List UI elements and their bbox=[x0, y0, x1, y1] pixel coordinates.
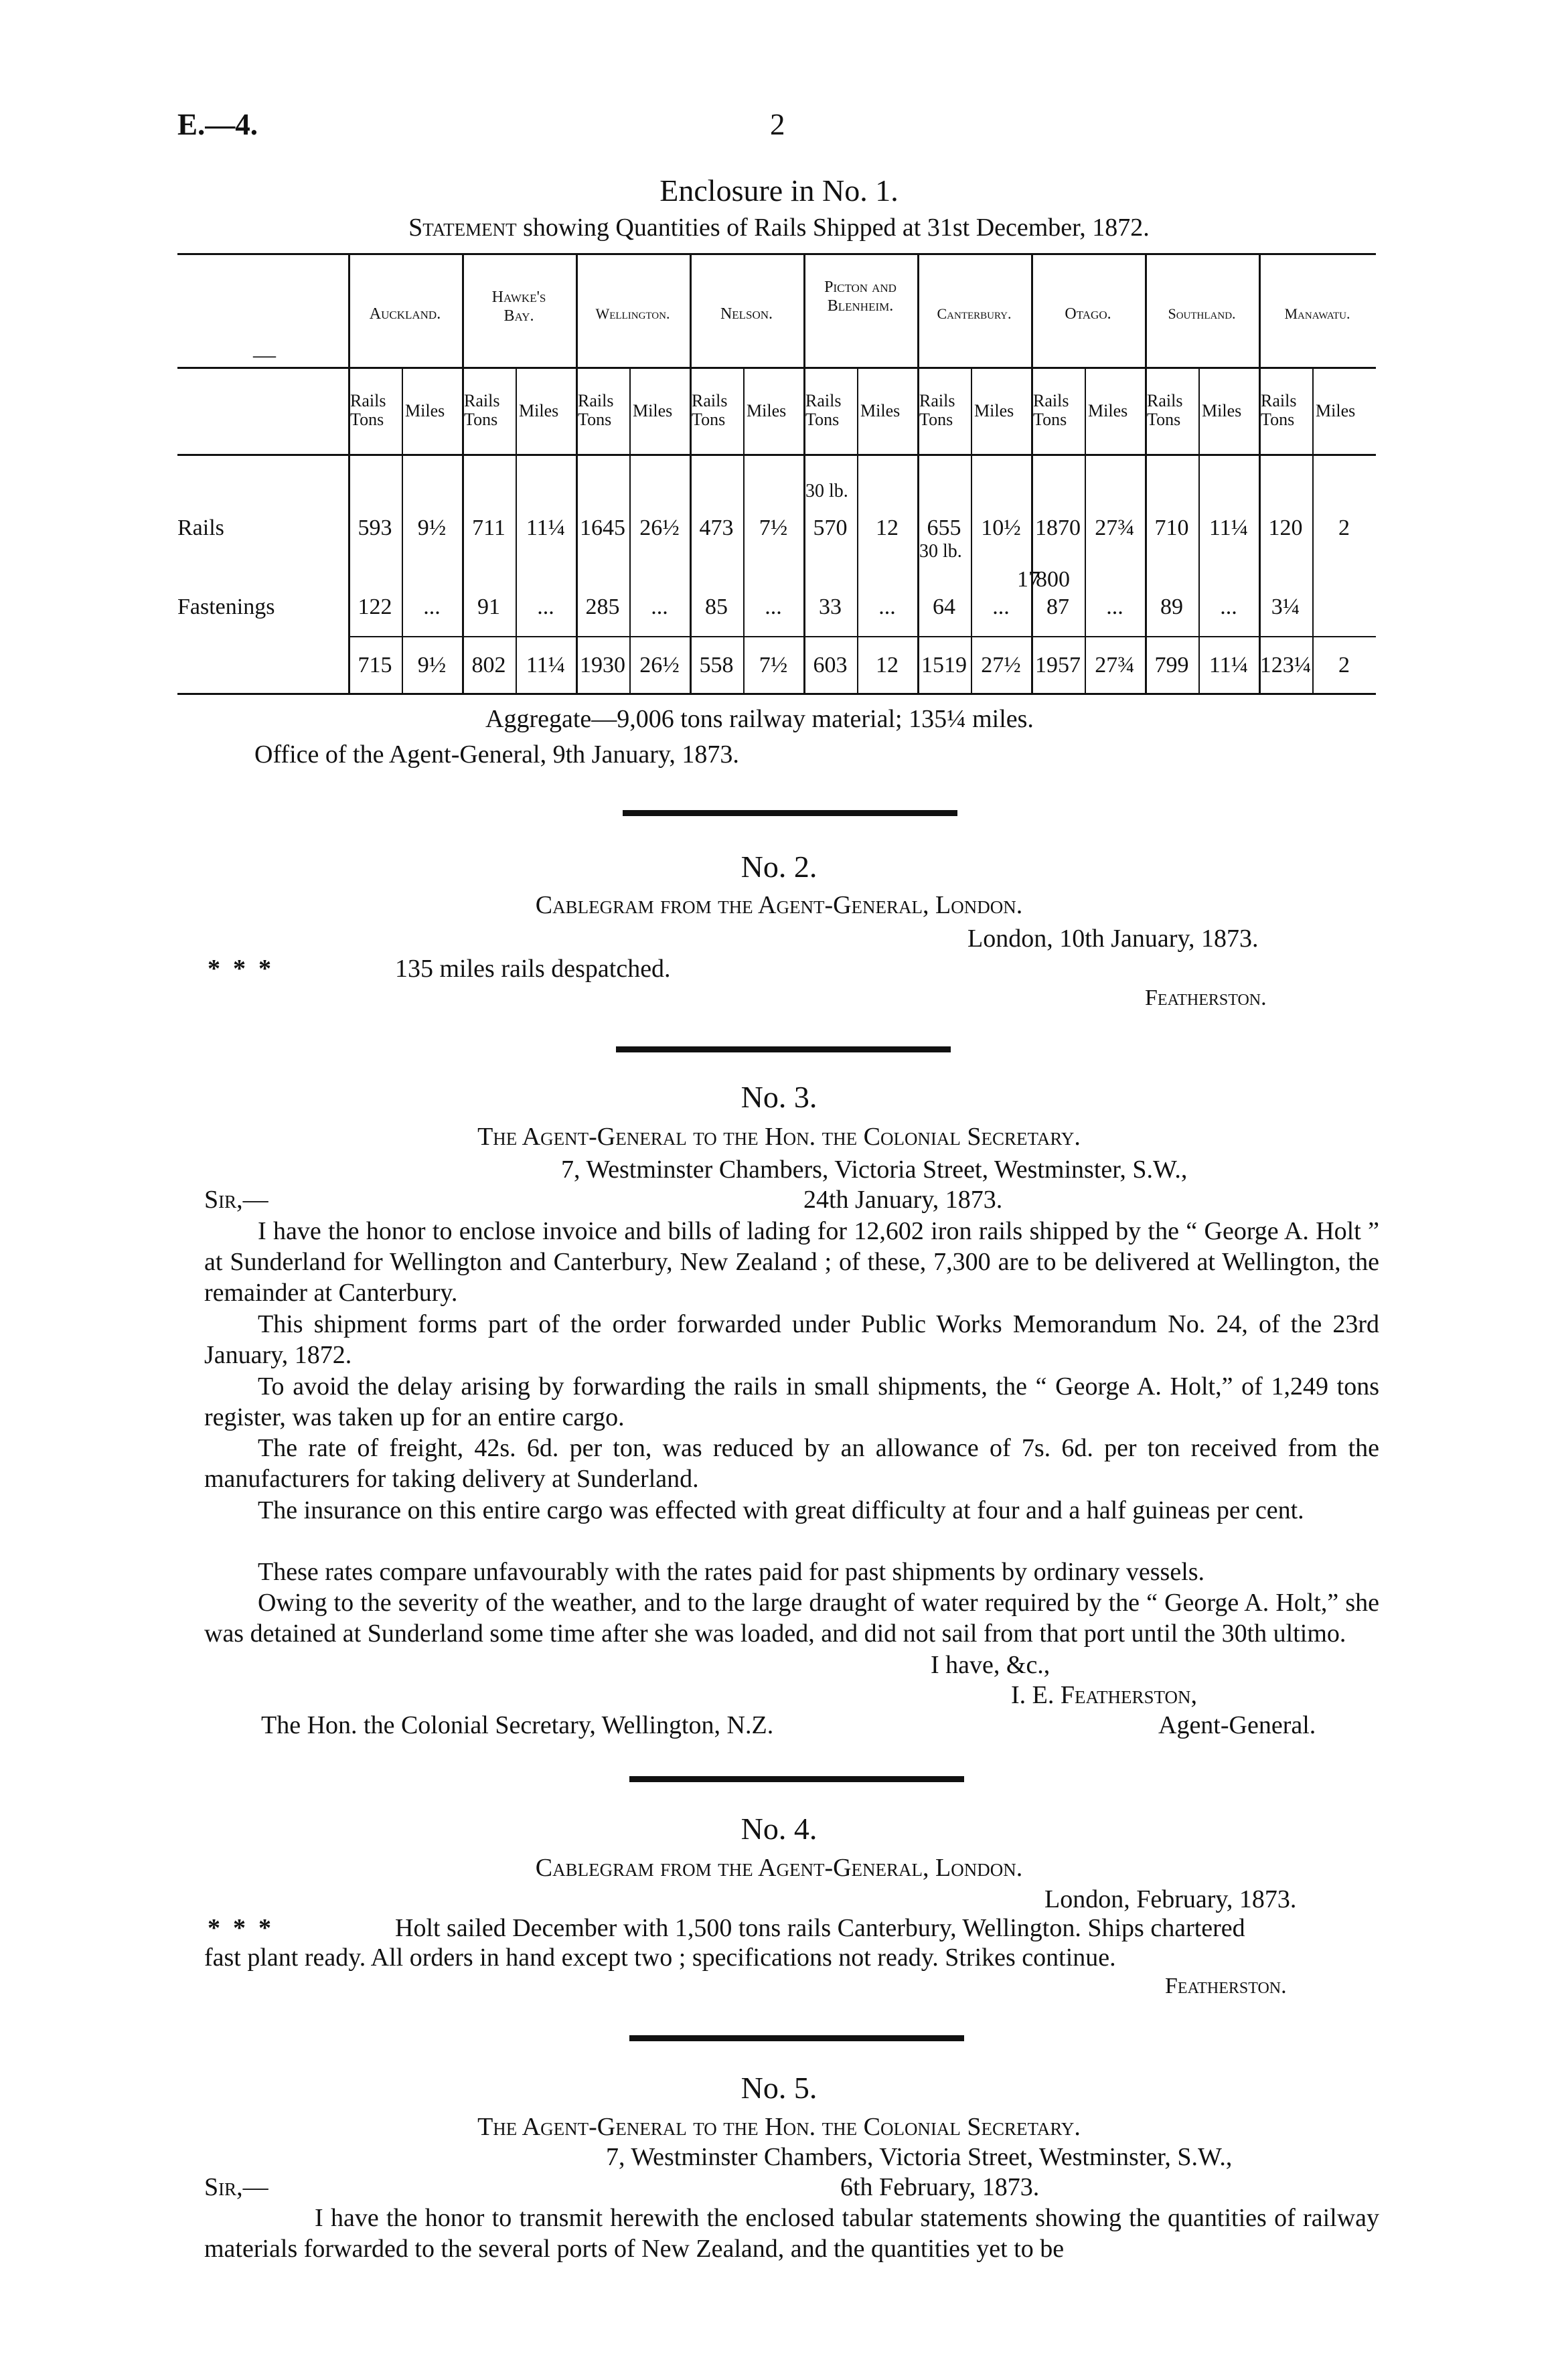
note-canterbury-800: 800 bbox=[1036, 567, 1070, 592]
cell: 1957 bbox=[1035, 653, 1081, 678]
no5-heading: No. 5. bbox=[741, 2071, 817, 2105]
subheader-tons: Rails Tons bbox=[1033, 391, 1069, 429]
cell: 715 bbox=[358, 653, 392, 678]
col-header-nelson: Nelson. bbox=[720, 305, 773, 323]
cell: 87 bbox=[1046, 594, 1069, 619]
subheader-tons: Rails Tons bbox=[1261, 391, 1297, 429]
cell: 3¼ bbox=[1271, 594, 1300, 619]
no3-paragraph: To avoid the delay arising by forwarding the rails in small shipments, the “ George A. Holt,” of 1,249 tons register, was taken up for an entire cargo. bbox=[204, 1372, 1379, 1431]
no5-date: 6th February, 1873. bbox=[840, 2173, 1040, 2201]
cell: 1930 bbox=[580, 653, 625, 678]
no3-paragraph: I have the honor to enclose invoice and bills of lading for 12,602 iron rails shipped by the “ George A. Holt ” at Sunderland for Wellington and Canterbury, New Zealand ; of these, 7,300 are to be delivered at Wellington, the remainder at Canterbury. bbox=[204, 1217, 1379, 1307]
no3-addressee: The Hon. the Colonial Secretary, Wellington, N.Z. bbox=[261, 1711, 774, 1739]
col-header-hawkes-bay: Hawke's Bay. bbox=[491, 289, 546, 325]
statement-lead: Statement bbox=[408, 214, 517, 242]
subheader-miles: Miles bbox=[1202, 401, 1242, 420]
cell: 802 bbox=[471, 653, 506, 678]
cell: 85 bbox=[705, 594, 728, 619]
cell: ... bbox=[537, 594, 554, 619]
cell: ... bbox=[651, 594, 668, 619]
cell: 9½ bbox=[417, 515, 447, 540]
cell: 558 bbox=[699, 653, 734, 678]
col-header-manawatu: Manawatu. bbox=[1284, 305, 1350, 322]
no2-heading: No. 2. bbox=[741, 850, 817, 884]
cell: 26½ bbox=[639, 653, 680, 678]
no4-signature: Featherston. bbox=[1165, 1974, 1287, 1998]
note-canterbury-30lb: 30 lb. bbox=[919, 541, 962, 562]
subheader-tons: Rails Tons bbox=[350, 391, 386, 429]
col-header-canterbury: Canterbury. bbox=[937, 305, 1012, 322]
no3-paragraph: These rates compare unfavourably with the rates paid for past shipments by ordinary vessels. bbox=[258, 1558, 1205, 1586]
col-header-picton: Picton and Blenheim. bbox=[824, 279, 897, 315]
cell: 11¼ bbox=[526, 515, 566, 540]
no3-signatory: I. E. Featherston, bbox=[1011, 1681, 1198, 1709]
separator-rule bbox=[629, 1776, 964, 1782]
subheader-miles: Miles bbox=[860, 401, 901, 420]
cell: 11¼ bbox=[1209, 515, 1249, 540]
no2-message: 135 miles rails despatched. bbox=[395, 955, 671, 983]
cell: 89 bbox=[1160, 594, 1183, 619]
subheader-tons: Rails Tons bbox=[805, 391, 842, 429]
no3-closing: I have, &c., bbox=[931, 1651, 1050, 1679]
no3-signatory-title: Agent-General. bbox=[1158, 1711, 1316, 1739]
cell: ... bbox=[423, 594, 441, 619]
cell: 2 bbox=[1338, 515, 1350, 540]
subheader-miles: Miles bbox=[747, 401, 787, 420]
cell: 1645 bbox=[580, 515, 625, 540]
cell: 27¾ bbox=[1095, 653, 1135, 678]
no2-stars: * * * bbox=[208, 955, 271, 983]
no3-address: 7, Westminster Chambers, Victoria Street, Westminster, S.W., bbox=[561, 1156, 1188, 1184]
subheader-tons: Rails Tons bbox=[578, 391, 614, 429]
subheader-miles: Miles bbox=[405, 401, 445, 420]
cell: 33 bbox=[819, 594, 842, 619]
subheader-tons: Rails Tons bbox=[919, 391, 955, 429]
subheader-tons: Rails Tons bbox=[464, 391, 500, 429]
cell: 710 bbox=[1154, 515, 1189, 540]
cell: 123¼ bbox=[1259, 653, 1312, 678]
statement-subtitle bbox=[0, 213, 1558, 242]
subheader-miles: Miles bbox=[974, 401, 1014, 420]
no2-dateline: London, 10th January, 1873. bbox=[967, 925, 1259, 953]
no4-title: Cablegram from the Agent-General, London. bbox=[535, 1854, 1023, 1882]
no4-dateline: London, February, 1873. bbox=[1044, 1885, 1297, 1913]
table-corner: — bbox=[253, 343, 276, 368]
col-header-wellington: Wellington. bbox=[595, 305, 670, 322]
separator-rule bbox=[623, 810, 957, 816]
cell: 570 bbox=[813, 515, 848, 540]
no4-stars: * * * bbox=[208, 1914, 271, 1942]
no4-message-line1: Holt sailed December with 1,500 tons rails Canterbury, Wellington. Ships chartered bbox=[395, 1914, 1245, 1942]
cell: 655 bbox=[927, 515, 961, 540]
col-header-otago: Otago. bbox=[1065, 305, 1111, 323]
no5-paragraph: I have the honor to transmit herewith the enclosed tabular statements showing the quantities of railway materials forwarded to the several ports of New Zealand, and the quantities yet to be bbox=[204, 2204, 1379, 2263]
note-picton-30lb: 30 lb. bbox=[805, 481, 848, 501]
no3-salutation: Sir,— bbox=[204, 1186, 268, 1214]
no3-paragraph: This shipment forms part of the order forwarded under Public Works Memorandum No. 24, of the 23rd January, 1872. bbox=[204, 1310, 1379, 1369]
cell: 10½ bbox=[981, 515, 1021, 540]
cell: 7½ bbox=[759, 515, 788, 540]
cell: ... bbox=[1220, 594, 1237, 619]
enclosure-title: Enclosure in No. 1. bbox=[659, 173, 899, 208]
cell: 2 bbox=[1338, 653, 1350, 678]
cell: ... bbox=[1106, 594, 1123, 619]
cell: 7½ bbox=[759, 653, 788, 678]
no3-paragraph: The insurance on this entire cargo was effected with great difficulty at four and a half guineas per cent. bbox=[258, 1496, 1304, 1524]
cell: 711 bbox=[472, 515, 505, 540]
no3-title: The Agent-General to the Hon. the Colonial Secretary. bbox=[477, 1123, 1081, 1151]
separator-rule bbox=[629, 2035, 964, 2041]
cell: 1870 bbox=[1035, 515, 1081, 540]
cell: 64 bbox=[933, 594, 955, 619]
no5-address: 7, Westminster Chambers, Victoria Street, Westminster, S.W., bbox=[606, 2143, 1233, 2171]
cell: 285 bbox=[585, 594, 620, 619]
cell: ... bbox=[765, 594, 782, 619]
note-canterbury-17: 17 bbox=[1017, 567, 1040, 592]
cell: 1519 bbox=[921, 653, 967, 678]
cell: 122 bbox=[358, 594, 392, 619]
col-header-auckland: Auckland. bbox=[369, 305, 441, 323]
subheader-miles: Miles bbox=[1316, 401, 1356, 420]
cell: ... bbox=[878, 594, 896, 619]
cell: ... bbox=[992, 594, 1010, 619]
office-line: Office of the Agent-General, 9th January, 1873. bbox=[254, 740, 739, 769]
no3-paragraph: Owing to the severity of the weather, and to the large draught of water required by the “ George A. Holt,” she was detained at Sunderland some time after she was loaded, and did not sail from that port until the 30th ultimo. bbox=[204, 1589, 1379, 1648]
subheader-tons: Rails Tons bbox=[692, 391, 728, 429]
cell: 26½ bbox=[639, 515, 680, 540]
col-header-southland: Southland. bbox=[1168, 305, 1236, 322]
cell: 593 bbox=[358, 515, 392, 540]
cell: 11¼ bbox=[1209, 653, 1249, 678]
page-ref: E.—4. bbox=[177, 108, 258, 141]
cell: 603 bbox=[813, 653, 848, 678]
row-label-rails: Rails bbox=[177, 515, 224, 540]
aggregate-line: Aggregate—9,006 tons railway material; 135¼ miles. bbox=[485, 705, 1034, 733]
subheader-miles: Miles bbox=[519, 401, 559, 420]
cell: 120 bbox=[1268, 515, 1303, 540]
statement-rest: showing Quantities of Rails Shipped at 31st December, 1872. bbox=[523, 214, 1150, 242]
page-number: 2 bbox=[770, 108, 785, 141]
cell: 473 bbox=[699, 515, 734, 540]
subheader-tons: Rails Tons bbox=[1147, 391, 1183, 429]
cell: 12 bbox=[876, 515, 899, 540]
no5-salutation: Sir,— bbox=[204, 2173, 268, 2201]
no3-date: 24th January, 1873. bbox=[803, 1186, 1003, 1214]
subheader-miles: Miles bbox=[633, 401, 673, 420]
row-label-fastenings: Fastenings bbox=[177, 594, 275, 619]
separator-rule bbox=[616, 1046, 951, 1052]
cell: 27¾ bbox=[1095, 515, 1135, 540]
cell: 91 bbox=[477, 594, 500, 619]
no4-message-line2: fast plant ready. All orders in hand except two ; specifications not ready. Strikes continue. bbox=[204, 1943, 1116, 1972]
no2-signature: Featherston. bbox=[1145, 985, 1267, 1010]
no3-paragraph: The rate of freight, 42s. 6d. per ton, was reduced by an allowance of 7s. 6d. per ton received from the manufacturers for taking delivery at Sunderland. bbox=[204, 1434, 1379, 1493]
no4-heading: No. 4. bbox=[741, 1812, 817, 1846]
cell: 12 bbox=[876, 653, 899, 678]
no5-title: The Agent-General to the Hon. the Colonial Secretary. bbox=[477, 2113, 1081, 2141]
no2-title: Cablegram from the Agent-General, London. bbox=[535, 891, 1023, 919]
cell: 27½ bbox=[981, 653, 1021, 678]
no3-heading: No. 3. bbox=[741, 1080, 817, 1114]
cell: 799 bbox=[1154, 653, 1189, 678]
cell: 9½ bbox=[417, 653, 447, 678]
subheader-miles: Miles bbox=[1088, 401, 1128, 420]
cell: 11¼ bbox=[526, 653, 566, 678]
